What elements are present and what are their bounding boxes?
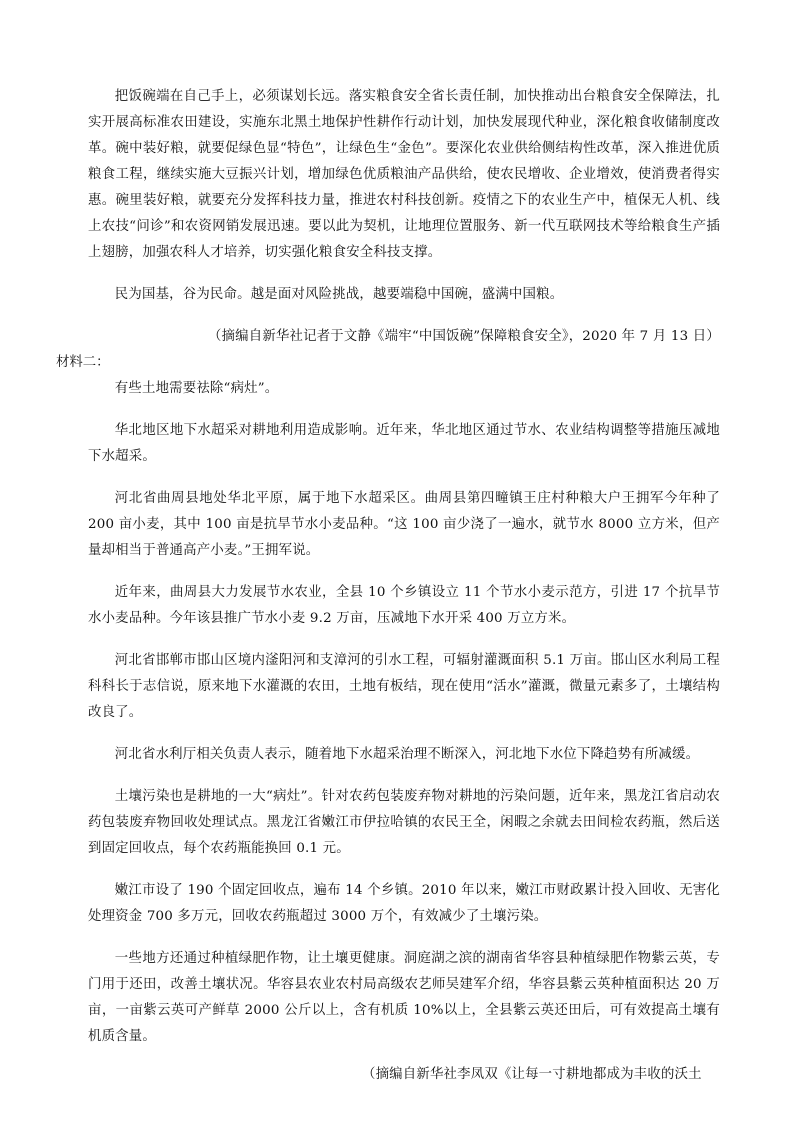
material2-paragraph-4: 近年来，曲周县大力发展节水农业，全县 10 个乡镇设立 11 个节水小麦示范方，引进 17 个抗旱节水小麦品种。今年该县推广节水小麦 9.2 万亩，压减地下水开采 400 万立方米。 — [88, 585, 720, 626]
material2-paragraph-9: 一些地方还通过种植绿肥作物，让土壤更健康。洞庭湖之滨的湖南省华容县种植绿肥作物紫云英，专门用于还田，改善土壤状况。华容县农业农村局高级农艺师吴建军介绍，华容县紫云英种植面积达 20 万亩，一亩紫云英可产鲜草 2000 公斤以上，含有机质 10%以上，全县紫云英还田后，可有效提高土壤有机质含量。 — [88, 951, 720, 1044]
material2-paragraph-8: 嫩江市设了 190 个固定回收点，遍布 14 个乡镇。2010 年以来，嫩江市财政累计投入回收、无害化处理资金 700 多万元，回收农药瓶超过 3000 万个，有效减少了土壤污染。 — [88, 883, 720, 924]
material1-paragraph-1: 把饭碗端在自己手上，必须谋划长远。落实粮食安全省长责任制，加快推动出台粮食安全保障法，扎实开展高标准农田建设，实施东北黑土地保护性耕作行动计划，加快发展现代种业，深化粮食收储制度改革。碗中装好粮，就要促绿色显“特色”，让绿色生“金色”。要深化农业供给侧结构性改革，深入推进优质粮食工程，继续实施大豆振兴计划，增加绿色优质粮油产品供给，使农民增收、企业增效，使消费者得实惠。碗里装好粮，就要充分发挥科技力量，推进农村科技创新。疫情之下的农业生产中，植保无人机、线上农技“问诊”和农资网销发展迅速。要以此为契机，让地理位置服务、新一代互联网技术等给粮食生产插上翅膀，加强农科人才培养，切实强化粮食安全科技支撑。 — [88, 89, 720, 260]
document-page — [56, 84, 720, 1088]
material2-paragraph-6: 河北省水利厅相关负责人表示，随着地下水超采治理不断深入，河北地下水位下降趋势有所减缓。 — [114, 747, 700, 762]
material2-paragraph-7: 土壤污染也是耕地的一大“病灶”。针对农药包装废弃物对耕地的污染问题，近年来，黑龙江省启动农药包装废弃物回收处理试点。黑龙江省嫩江市伊拉哈镇的农民王全，闲暇之余就去田间检农药瓶，然后送到固定回收点，每个农药瓶能换回 0.1 元。 — [88, 789, 720, 856]
material2-paragraph-2: 华北地区地下水超采对耕地利用造成影响。近年来，华北地区通过节水、农业结构调整等措施压减地下水超采。 — [88, 423, 720, 464]
material2-source: （摘编自新华社李凤双《让每一寸耕地都成为丰收的沃土 — [362, 1067, 702, 1082]
material1-paragraph-2: 民为国基，谷为民命。越是面对风险挑战，越要端稳中国碗，盛满中国粮。 — [114, 287, 564, 302]
material2-label: 材料二： — [56, 355, 110, 370]
material2-paragraph-3: 河北省曲周县地处华北平原，属于地下水超采区。曲周县第四疃镇王庄村种粮大户王拥军今年种了 200 亩小麦，其中 100 亩是抗旱节水小麦品种。“这 100 亩少浇了一遍水，就节水 8000 立方米，但产量却相当于普通高产小麦。”王拥军说。 — [88, 491, 720, 558]
material2-paragraph-5: 河北省邯郸市邯山区境内滏阳河和支漳河的引水工程，可辐射灌溉面积 5.1 万亩。邯山区水利局工程科科长于志信说，原来地下水灌溉的农田，土地有板结，现在使用“活水”灌溉，微量元素多了，土壤结构改良了。 — [88, 653, 720, 720]
material2-paragraph-1: 有些土地需要祛除“病灶”。 — [114, 381, 279, 396]
material1-source: （摘编自新华社记者于文静《端牢“中国饭碗”保障粮食安全》，2020 年 7 月 13 日） — [207, 329, 720, 344]
